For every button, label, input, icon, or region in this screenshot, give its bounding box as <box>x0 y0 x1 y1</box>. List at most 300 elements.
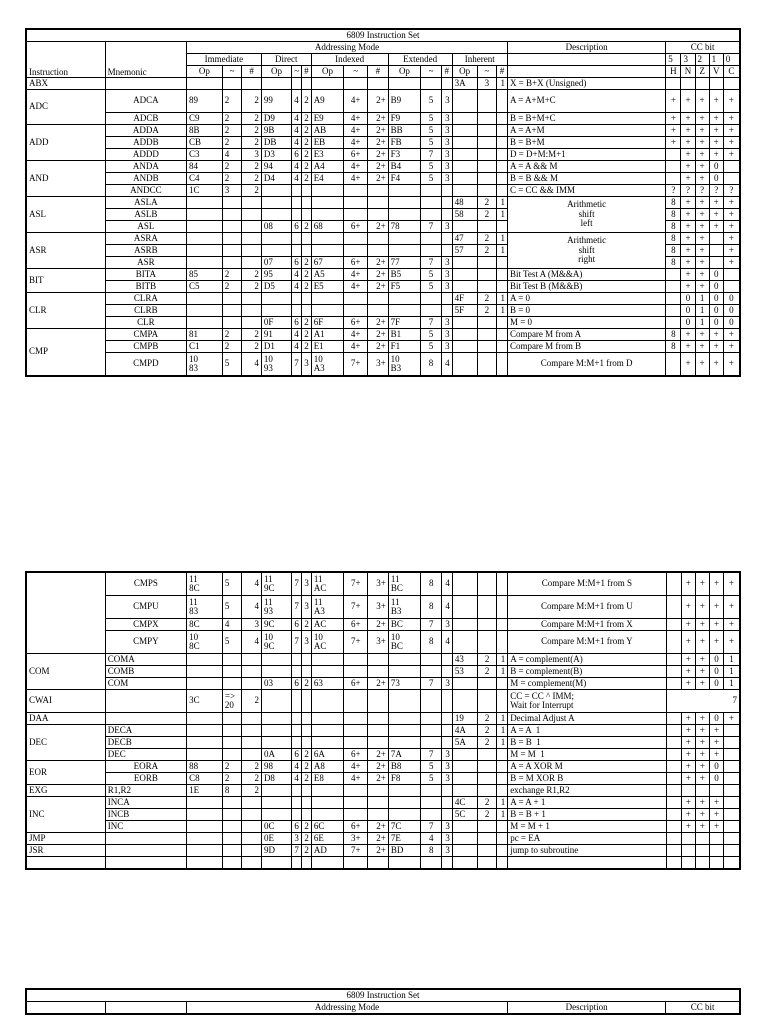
opcode-cell <box>452 161 477 173</box>
cycles-cell <box>477 690 497 713</box>
cycles-cell <box>421 797 442 809</box>
cc-flag-cell: + <box>695 713 709 725</box>
opcode-cell <box>388 713 421 725</box>
cycles-cell: 6+ <box>344 749 368 761</box>
opcode-cell <box>452 149 477 161</box>
cc-flag-cell: + <box>666 125 681 137</box>
cc-flag-cell: ? <box>681 185 695 197</box>
table-row <box>26 329 740 341</box>
opcode-cell <box>452 773 477 785</box>
opcode-cell <box>261 245 291 257</box>
bytes-cell <box>497 678 508 690</box>
bytes-cell: 2 <box>302 761 312 773</box>
opcode-cell: 94 <box>261 161 291 173</box>
cycles-cell: 2 <box>222 761 242 773</box>
cc-bit-number: 1 <box>709 54 723 66</box>
bytes-cell: 2+ <box>368 125 389 137</box>
cc-flag-cell <box>666 785 681 797</box>
bytes-cell <box>242 257 262 269</box>
opcode-cell <box>452 257 477 269</box>
cycles-cell: 4+ <box>344 329 368 341</box>
table-row <box>26 269 740 281</box>
bytes-header: # <box>441 66 452 78</box>
cycles-cell: 2 <box>477 305 497 317</box>
opcode-cell <box>452 857 477 870</box>
opcode-cell <box>187 293 223 305</box>
cycles-cell <box>292 305 302 317</box>
mnemonic-cell <box>105 713 186 725</box>
table-row <box>26 619 740 631</box>
cc-flag-cell: 0 <box>709 654 723 666</box>
cc-flag-cell: + <box>723 353 740 377</box>
cycles-cell: 2 <box>477 293 497 305</box>
cycles-cell: 6 <box>292 221 302 233</box>
opcode-cell: F5 <box>388 281 421 293</box>
bytes-cell <box>368 245 389 257</box>
cycles-cell: 6+ <box>344 149 368 161</box>
cycles-cell: 4 <box>292 761 302 773</box>
cc-flag-cell <box>709 785 723 797</box>
opcode-cell <box>388 78 421 90</box>
cc-flag-cell: + <box>681 281 695 293</box>
cc-flag-cell: + <box>695 654 709 666</box>
instruction-cell: BIT <box>26 269 105 293</box>
cc-flag-cell <box>681 857 695 870</box>
opcode-cell: A4 <box>311 161 344 173</box>
cc-flag-cell <box>681 785 695 797</box>
cc-flag-cell <box>724 809 740 821</box>
cycles-cell <box>421 78 442 90</box>
cc-flag-cell: + <box>695 329 709 341</box>
bytes-cell <box>242 654 262 666</box>
bytes-cell: 2 <box>301 341 311 353</box>
opcode-cell <box>311 245 344 257</box>
bytes-cell: 3 <box>442 761 453 773</box>
opcode-cell: C9 <box>187 113 223 125</box>
cycles-cell: 8 <box>421 631 442 654</box>
bytes-cell <box>497 619 508 631</box>
table-row <box>26 631 740 654</box>
cycles-cell: 4+ <box>344 341 368 353</box>
cycles-cell: 5 <box>421 173 442 185</box>
cc-flag-cell <box>709 845 723 857</box>
opcode-cell <box>311 857 344 870</box>
cycles-cell <box>344 293 368 305</box>
description-cell: Compare M from A <box>507 329 665 341</box>
bytes-cell <box>302 785 312 797</box>
opcode-cell <box>187 737 223 749</box>
bytes-cell: 3 <box>441 125 452 137</box>
cc-flag-cell: + <box>681 797 695 809</box>
bytes-cell: 2 <box>242 173 262 185</box>
cycles-cell: 7 <box>292 845 302 857</box>
cycles-cell <box>222 197 242 209</box>
opcode-cell: F8 <box>388 773 421 785</box>
cycles-cell: 8 <box>222 785 242 797</box>
opcode-cell <box>311 785 344 797</box>
bytes-cell: 2 <box>242 125 262 137</box>
description-cell: Arithmetic shift left <box>507 197 665 233</box>
cc-flag-cell: + <box>723 137 740 149</box>
cc-flag-cell: + <box>723 257 740 269</box>
opcode-cell: 99 <box>261 90 291 113</box>
cycles-cell <box>344 654 368 666</box>
bytes-cell: 2 <box>301 125 311 137</box>
bytes-cell <box>497 90 508 113</box>
cycles-cell <box>292 666 302 678</box>
instruction-header-cell: Instruction <box>26 42 105 78</box>
instruction-cell: CMP <box>26 329 105 377</box>
bytes-cell: 3 <box>441 173 452 185</box>
bytes-cell: 2 <box>301 113 311 125</box>
cc-flag-cell: + <box>681 353 695 377</box>
bytes-cell: 1 <box>497 78 508 90</box>
bytes-cell <box>301 293 311 305</box>
opcode-cell: A5 <box>311 269 344 281</box>
cycles-cell <box>477 678 497 690</box>
cycles-cell <box>421 233 442 245</box>
opcode-cell: 0C <box>261 821 291 833</box>
bytes-cell: 3 <box>441 113 452 125</box>
opcode-cell <box>452 269 477 281</box>
bytes-cell <box>242 317 262 329</box>
opcode-cell: 7C <box>388 821 421 833</box>
opcode-cell: 10 9C <box>261 631 291 654</box>
cycles-cell: 3 <box>222 185 242 197</box>
opcode-cell: E9 <box>311 113 344 125</box>
bytes-cell: 2 <box>301 269 311 281</box>
opcode-cell: 19 <box>452 713 477 725</box>
cc-flag-cell: + <box>681 149 695 161</box>
cycles-cell: 6+ <box>344 257 368 269</box>
opcode-cell: AB <box>311 125 344 137</box>
cc-flag-cell: ? <box>695 185 709 197</box>
opcode-cell <box>388 197 421 209</box>
table-row <box>26 666 740 678</box>
opcode-cell: 4C <box>452 797 477 809</box>
cc-flag-cell: + <box>695 257 709 269</box>
bytes-cell: 2+ <box>368 833 389 845</box>
opcode-cell <box>452 125 477 137</box>
bytes-cell <box>497 257 508 269</box>
cycles-cell: 2 <box>477 245 497 257</box>
cycles-cell: 2 <box>222 773 242 785</box>
description-cell: jump to subroutine <box>508 845 666 857</box>
bytes-cell: 4 <box>242 353 262 377</box>
cc-flag-cell: + <box>709 209 723 221</box>
cycles-cell <box>222 233 242 245</box>
cc-flag-cell: + <box>681 678 695 690</box>
bytes-cell <box>442 725 453 737</box>
cc-flag-cell: + <box>723 90 740 113</box>
bytes-cell: 4 <box>242 596 262 619</box>
cycles-cell: 7 <box>292 596 302 619</box>
cc-flag-cell: + <box>709 341 723 353</box>
cc-flag-cell: 0 <box>681 305 695 317</box>
bytes-cell <box>301 305 311 317</box>
opcode-cell <box>452 281 477 293</box>
cc-flag-cell: 8 <box>666 221 681 233</box>
cycles-cell <box>477 317 497 329</box>
opcode-cell <box>452 761 477 773</box>
bytes-cell: 2 <box>301 173 311 185</box>
opcode-cell <box>261 293 291 305</box>
cc-flag-cell: + <box>681 329 695 341</box>
cycles-cell: 7+ <box>344 596 368 619</box>
opcode-cell <box>388 245 421 257</box>
bytes-cell <box>368 233 389 245</box>
mnemonic-cell: ADDD <box>105 149 186 161</box>
opcode-cell <box>261 737 291 749</box>
opcode-cell: A1 <box>311 329 344 341</box>
cycles-cell: 5 <box>222 572 242 596</box>
opcode-cell: D8 <box>261 773 291 785</box>
bytes-cell: 2+ <box>368 749 389 761</box>
cycles-cell: 2 <box>477 737 497 749</box>
bytes-cell: 2 <box>242 690 262 713</box>
bytes-cell: 3+ <box>368 572 389 596</box>
bytes-cell <box>242 221 262 233</box>
cc-flag-cell <box>666 173 681 185</box>
op-header: Op <box>388 66 421 78</box>
cc-flag-cell: 1 <box>724 654 740 666</box>
cc-flag-letter: Z <box>695 66 709 78</box>
opcode-cell: 1E <box>187 785 223 797</box>
opcode-cell: 7E <box>388 833 421 845</box>
cycles-cell: 2 <box>477 197 497 209</box>
cycles-cell: 8 <box>421 572 442 596</box>
mnemonic-cell: ANDA <box>105 161 186 173</box>
opcode-cell: F1 <box>388 341 421 353</box>
addressing-mode-header: Addressing Mode <box>187 1002 508 1015</box>
opcode-cell <box>261 185 291 197</box>
mnemonic-cell: EORA <box>105 761 186 773</box>
bytes-cell: 3 <box>301 353 311 377</box>
cycles-cell <box>344 305 368 317</box>
mnemonic-cell: BITA <box>105 269 186 281</box>
cc-flag-cell: 0 <box>709 317 723 329</box>
opcode-cell <box>452 221 477 233</box>
bytes-cell <box>497 341 508 353</box>
cc-flag-cell <box>724 761 740 773</box>
bytes-cell: 2+ <box>368 317 389 329</box>
cc-flag-cell: + <box>695 737 709 749</box>
opcode-cell: 81 <box>187 329 223 341</box>
opcode-cell: 88 <box>187 761 223 773</box>
opcode-cell: 11 8C <box>187 572 223 596</box>
cc-flag-cell: + <box>681 90 695 113</box>
table-row <box>26 797 740 809</box>
description-cell: Decimal Adjust A <box>508 713 666 725</box>
cycles-cell <box>477 173 497 185</box>
cycles-cell <box>292 233 302 245</box>
cc-flag-cell: + <box>695 809 709 821</box>
cycles-cell <box>292 690 302 713</box>
opcode-cell <box>311 666 344 678</box>
cycles-cell <box>421 713 442 725</box>
cc-flag-cell <box>723 78 740 90</box>
cc-flag-cell <box>681 78 695 90</box>
cc-flag-cell: + <box>695 619 709 631</box>
cycles-cell: 4 <box>222 149 242 161</box>
mnemonic-cell: COM <box>105 678 186 690</box>
table-row <box>26 833 740 845</box>
cc-flag-cell: 8 <box>666 257 681 269</box>
cc-flag-cell: + <box>681 197 695 209</box>
opcode-cell <box>187 257 223 269</box>
opcode-cell: 67 <box>311 257 344 269</box>
cc-flag-cell: + <box>695 666 709 678</box>
cc-flag-cell: + <box>681 713 695 725</box>
cycles-cell <box>477 281 497 293</box>
bytes-cell <box>368 293 389 305</box>
cc-bit-number: 5 <box>666 54 681 66</box>
bytes-cell: 3 <box>441 137 452 149</box>
opcode-cell: 0E <box>261 833 291 845</box>
cycles-cell: 7 <box>421 221 442 233</box>
opcode-cell <box>452 113 477 125</box>
opcode-cell: 5A <box>452 737 477 749</box>
cycles-cell: 5 <box>421 125 442 137</box>
mnemonic-cell: CLR <box>105 317 186 329</box>
opcode-cell <box>261 785 291 797</box>
cycles-cell <box>421 737 442 749</box>
opcode-cell <box>311 78 344 90</box>
table-row <box>26 713 740 725</box>
cycles-cell: 2 <box>222 173 242 185</box>
bytes-cell: 2 <box>301 221 311 233</box>
cc-flag-cell: + <box>709 809 723 821</box>
cc-flag-cell: + <box>681 209 695 221</box>
cycles-cell: 4+ <box>344 161 368 173</box>
opcode-cell: C5 <box>187 281 223 293</box>
bytes-cell: 1 <box>497 713 508 725</box>
bytes-cell: 2+ <box>368 90 389 113</box>
cycles-cell <box>477 821 497 833</box>
mnemonic-cell: CMPD <box>105 353 186 377</box>
cc-flag-cell: 0 <box>709 666 723 678</box>
cc-flag-cell <box>666 713 681 725</box>
opcode-cell: 8B <box>187 125 223 137</box>
cc-flag-cell: + <box>681 596 695 619</box>
cycles-cell <box>222 245 242 257</box>
cc-flag-cell: 0 <box>709 281 723 293</box>
cc-flag-cell <box>695 833 709 845</box>
cc-merged-cell: 7 <box>666 690 740 713</box>
opcode-cell: 73 <box>388 678 421 690</box>
cc-flag-cell: 1 <box>695 293 709 305</box>
opcode-cell: 95 <box>261 269 291 281</box>
cc-flag-cell: 0 <box>723 317 740 329</box>
opcode-cell <box>452 845 477 857</box>
bytes-cell <box>242 245 262 257</box>
bytes-cell: 4 <box>442 631 453 654</box>
opcode-cell <box>388 690 421 713</box>
cc-flag-cell: + <box>709 821 723 833</box>
cycles-cell: 4+ <box>344 137 368 149</box>
bytes-cell <box>242 845 262 857</box>
bytes-cell <box>368 185 389 197</box>
description-cell: A = A && M <box>507 161 665 173</box>
opcode-cell: 0A <box>261 749 291 761</box>
cycles-cell <box>477 631 497 654</box>
bytes-cell: 3+ <box>368 596 389 619</box>
cycles-cell <box>344 713 368 725</box>
bytes-cell <box>242 749 262 761</box>
description-cell: B = 0 <box>507 305 665 317</box>
description-cell: C = CC && IMM <box>507 185 665 197</box>
table-row <box>26 281 740 293</box>
cc-flag-cell: 8 <box>666 329 681 341</box>
bytes-cell <box>368 666 389 678</box>
cc-flag-cell: + <box>724 619 740 631</box>
opcode-cell: D5 <box>261 281 291 293</box>
opcode-cell: B5 <box>388 269 421 281</box>
bytes-cell <box>242 666 262 678</box>
table-title: 6809 Instruction Set <box>26 29 740 42</box>
cycles-cell <box>292 78 302 90</box>
bytes-cell <box>441 233 452 245</box>
cc-flag-cell: + <box>695 113 709 125</box>
bytes-cell <box>368 857 389 870</box>
cycles-cell <box>344 737 368 749</box>
description-cell: A = A+M <box>507 125 665 137</box>
opcode-cell <box>388 737 421 749</box>
bytes-cell: 2 <box>301 329 311 341</box>
bytes-cell <box>242 737 262 749</box>
cc-flag-cell: + <box>681 269 695 281</box>
cc-flag-letter: H <box>666 66 681 78</box>
opcode-cell: 07 <box>261 257 291 269</box>
cycles-cell: 2 <box>477 797 497 809</box>
cc-bit-number: 2 <box>695 54 709 66</box>
opcode-cell: F4 <box>388 173 421 185</box>
bytes-cell: 1 <box>497 209 508 221</box>
cycles-cell <box>421 857 442 870</box>
cc-flag-cell: 8 <box>666 233 681 245</box>
cycles-cell <box>222 737 242 749</box>
table-row <box>26 773 740 785</box>
cc-flag-cell <box>723 269 740 281</box>
table-row <box>26 654 740 666</box>
cc-flag-cell <box>723 281 740 293</box>
cycles-cell: 7 <box>421 317 442 329</box>
opcode-cell: C1 <box>187 341 223 353</box>
bytes-cell <box>497 281 508 293</box>
cycles-cell <box>222 809 242 821</box>
opcode-cell <box>187 678 223 690</box>
cycles-cell <box>477 619 497 631</box>
bytes-cell <box>497 596 508 619</box>
opcode-cell: EB <box>311 137 344 149</box>
cc-flag-cell <box>666 305 681 317</box>
cycles-cell: 4 <box>421 833 442 845</box>
opcode-cell: 10 83 <box>187 353 223 377</box>
bytes-cell: 3 <box>441 341 452 353</box>
bytes-cell: 2 <box>302 833 312 845</box>
cc-flag-letter: N <box>681 66 695 78</box>
instruction-cell <box>26 857 105 870</box>
cc-flag-cell: + <box>681 572 695 596</box>
cc-flag-cell <box>666 821 681 833</box>
opcode-cell <box>388 666 421 678</box>
cc-bit-number: 3 <box>681 54 695 66</box>
cc-flag-cell: 8 <box>666 341 681 353</box>
cycles-cell <box>344 857 368 870</box>
cycles-cell <box>421 785 442 797</box>
bytes-cell: 2+ <box>368 329 389 341</box>
cycles-cell: 5 <box>421 161 442 173</box>
